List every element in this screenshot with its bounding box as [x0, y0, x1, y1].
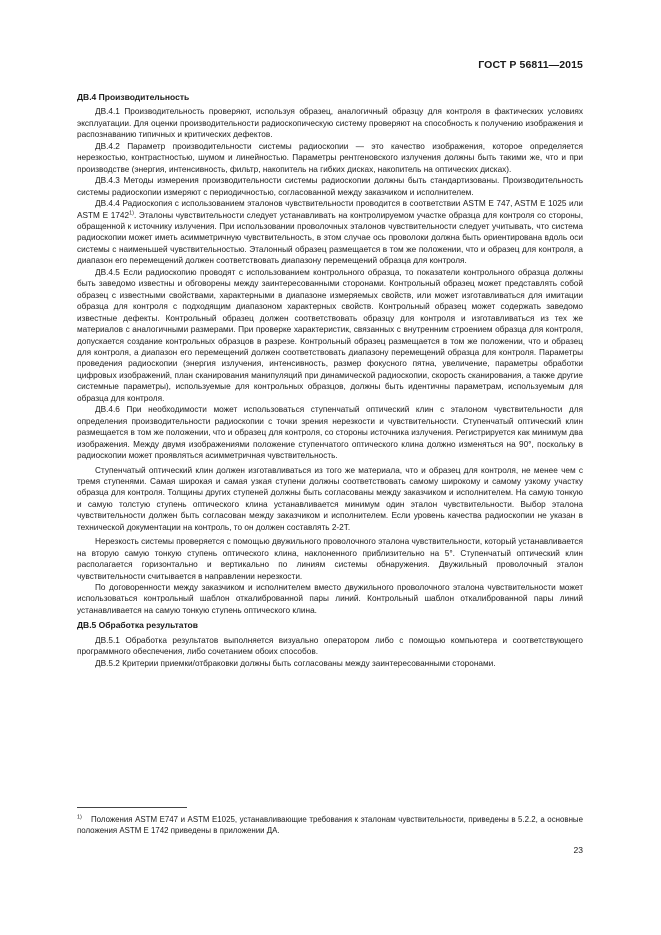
paragraph-dv-4-1: ДВ.4.1 Производительность проверяют, используя образец, аналогичный образцу для контроля в фактических условиях эксплуатации. Для оценки производительности радиоскопическую систему проверяют на способность к получению изображения и распознаванию типичных и критических дефектов. [77, 107, 583, 140]
paragraph-dv-4-4 [77, 198, 583, 267]
footnote-reference: 1) [129, 209, 134, 216]
footnote [77, 814, 583, 836]
document-body [77, 92, 583, 669]
section-title-performance: ДВ.4 Производительность [77, 92, 190, 102]
paragraph-step-wedge: Ступенчатый оптический клин должен изготавливаться из того же материала, что и образец для контроля, не менее чем с тремя ступенями. Самая широкая и самая узкая ступени должны соответствовать самому широкому и самому узкому участку образца для контроля. Толщины других ступеней должны быть согласованы между заказчиком и исполнителем. На самую тонкую и самую толстую ступень оптического клина устанавливается минимум один эталон чувствительности. Выбор эталона чувствительности должен быть согласован между заказчиком и исполнителем. Если уровень качества радиоскопии не указан в технической документации на контроль, то он должен составлять 2-2T. [77, 465, 583, 532]
document-code-header: ГОСТ Р 56811—2015 [478, 59, 583, 71]
paragraph-unsharpness: Нерезкость системы проверяется с помощью двужильного проволочного эталона чувствительности, который устанавливается на вторую самую тонкую ступень оптического клина, наклоненного приблизительно на 5°. Ступенчатый оптический клин располагается горизонтально и вертикально по линиям системы обнаружения. Двужильный проволочный эталон чувствительности считывается в направлении нерезкости. [77, 537, 583, 581]
paragraph-dv-4-2: ДВ.4.2 Параметр производительности системы радиоскопии — это качество изображения, которое определяется нерезкостью, контрастностью, шумом и линейностью. Параметры рентгеновского излучения должны быть такими же, что и при производстве (энергия, интенсивность, фильтр, накопитель на гибких дисках, накопитель на оптических дисках). [77, 141, 583, 174]
footnote-separator [77, 807, 187, 808]
page-number: 23 [573, 845, 583, 855]
footnote-text: Положения ASTM E747 и ASTM E1025, устанавливающие требования к эталонам чувствительности, приведены в 5.2.2, а основные положения ASTM E 1742 приведены в приложении ДА. [77, 815, 583, 835]
paragraph-dv-5-2: ДВ.5.2 Критерии приемки/отбраковки должны быть согласованы между заинтересованными сторонами. [95, 658, 496, 668]
section-title-results-processing: ДВ.5 Обработка результатов [77, 620, 198, 631]
paragraph-dv-4-4-start: ДВ.4.4 Радиоскопия с использованием эталонов чувствительности проводится в соответствии ASTM E 747, ASTM E 1025 или ASTM E 1742 [77, 199, 583, 220]
paragraph-dv-4-3: ДВ.4.3 Методы измерения производительности системы радиоскопии должны быть стандартизованы. Производительность системы радиоскопии измеряют с периодичностью, согласованной между заказчиком и исполнителем. [77, 176, 583, 197]
paragraph-dv-4-4-end: . Эталоны чувствительности следует устанавливать на контролируемом участке образца для контроля со стороны, обращенной к источнику излучения. При использовании проволочных эталонов чувствительности следует учитывать, что система радиоскопии может иметь асимметричную чувствительность, в этом случае ось проволоки должна быть ориентирована вдоль оси системы с наименьшей чувствительностью. Эталонный образец размещается в том же положении, что и образец для контроля, а диапазон его перемещений должен соответствовать диапазону перемещений образца для контроля. [77, 210, 583, 266]
paragraph-dv-4-6: ДВ.4.6 При необходимости может использоваться ступенчатый оптический клин с эталоном чувствительности для определения производительности радиоскопии с точки зрения нерезкости и чувствительности. Ступенчатый оптический клин размещается в том же положении, что и образец для контроля, со стороны источника излучения. Регистрируется как минимум два изображения. Между двумя изображениями положение ступенчатого оптического клина должно изменяться на 90°, поскольку в радиоскопии может проявляться асимметричная чувствительность. [77, 405, 583, 461]
paragraph-dv-4-5: ДВ.4.5 Если радиоскопию проводят с использованием контрольного образца, то показатели контрольного образца должны быть заведомо известны и обговорены между заинтересованными сторонами. Контрольный образец может представлять собой образец с известными свойствами, характерными в диапазоне измеряемых свойств, или может изготавливаться для имитации образца для контроля с подходящим диапазоном характерных свойств. Контрольный образец может содержать заведомо известные дефекты. Контрольный образец должен соответствовать образцу для контроля и изготавливаться из тех же материалов с аналогичными размерами. При проверке характеристик, связанных с внутренним строением образца для контроля, допускается создание контрольных образцов в разрезе. Контрольный образец размещается в том же положении, что и образец для контроля, а диапазон его перемещений должен соответствовать диапазону перемещений образца для контроля. Параметры проведения радиоскопии (энергия излучения, интенсивность, размер фокусного пятна, увеличение, параметры обработки цифровых изображений, план сканирования манипуляций при динамической радиоскопии, скорость сканирования, а также другие системные параметры), используемые для контрольных образцов, должны быть идентичны параметрам, используемым для образца для контроля. [77, 267, 583, 403]
paragraph-line-pair-gauge: По договоренности между заказчиком и исполнителем вместо двужильного проволочного эталона чувствительности может использоваться контрольный шаблон откалиброванной пары линий. Контрольный шаблон откалиброванной пары линий устанавливается на самую тонкую ступень оптического клина. [77, 583, 583, 615]
paragraph-dv-5-1: ДВ.5.1 Обработка результатов выполняется визуально оператором либо с помощью компьютера и соответствующего программного обеспечения, либо сочетанием обоих способов. [77, 635, 583, 657]
footnote-mark: 1) [77, 814, 82, 821]
